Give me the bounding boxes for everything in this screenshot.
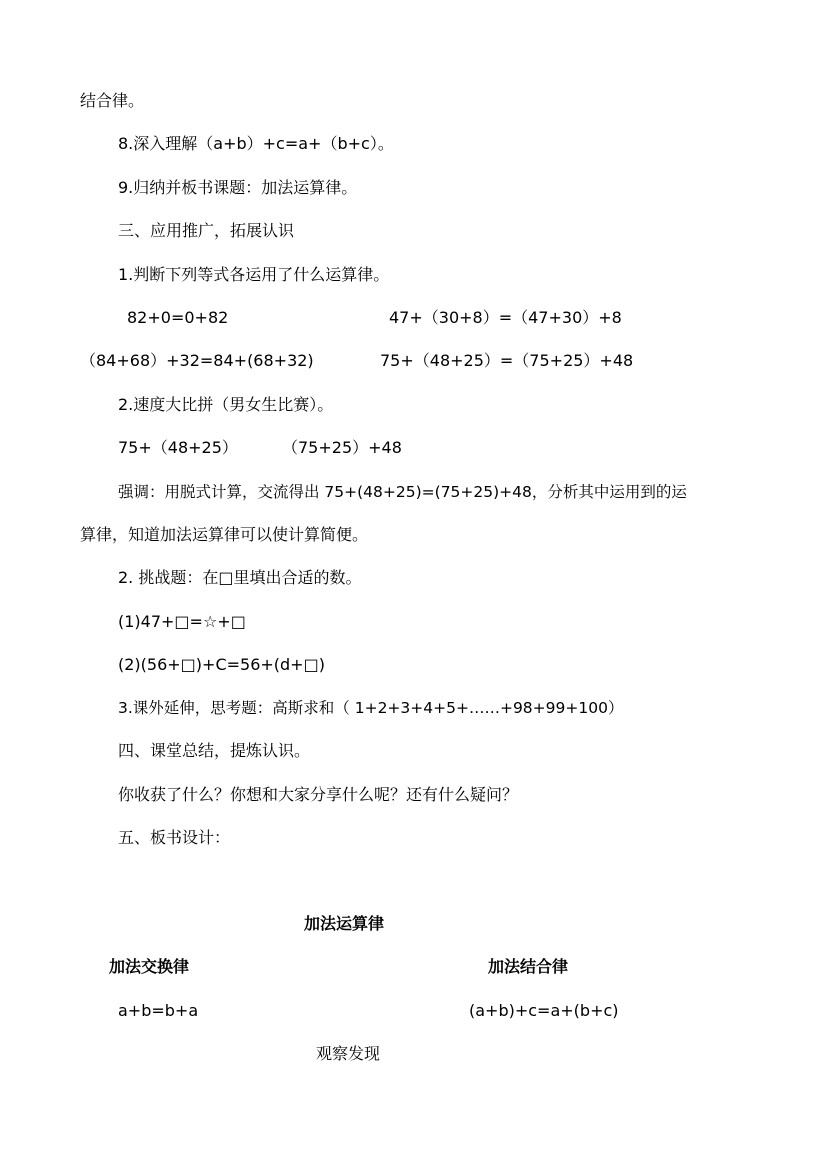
text-line: 你收获了什么？你想和大家分享什么呢？还有什么疑问？ (118, 785, 519, 804)
section-heading: 三、应用推广，拓展认识 (118, 221, 295, 240)
text-line: 结合律。 (80, 91, 145, 110)
text-line: 1.判断下列等式各运用了什么运算律。 (118, 265, 390, 284)
board-right-heading: 加法结合律 (488, 957, 569, 976)
board-left-heading: 加法交换律 (109, 957, 190, 976)
expression: （75+25）+48 (282, 438, 402, 457)
section-heading: 四、课堂总结，提炼认识。 (118, 741, 311, 760)
text-line: 9.归纳并板书课题：加法运算律。 (118, 178, 358, 197)
board-bottom-label: 观察发现 (316, 1044, 381, 1063)
expression: 75+（48+25） (118, 438, 238, 457)
text-line: 强调：用脱式计算，交流得出 75+(48+25)=(75+25)+48，分析其中运用到的运 (118, 483, 687, 501)
text-line: 2. 挑战题：在□里填出合适的数。 (118, 568, 362, 587)
text-line: 2.速度大比拼（男女生比赛）。 (118, 395, 334, 414)
text-line: 3.课外延伸，思考题：高斯求和（ 1+2+3+4+5+……+98+99+100） (118, 699, 624, 717)
text-line: 算律，知道加法运算律可以使计算简便。 (80, 525, 369, 544)
equation: 75+（48+25）=（75+25）+48 (380, 351, 634, 370)
board-right-formula: (a+b)+c=a+(b+c) (469, 1001, 619, 1020)
text-line: 8.深入理解（a+b）+c=a+（b+c）。 (118, 134, 394, 153)
section-heading: 五、板书设计： (118, 828, 231, 847)
equation: （84+68）+32=84+(68+32) (80, 351, 314, 370)
equation: (1)47+□=☆+□ (118, 612, 246, 631)
equation: 82+0=0+82 (127, 308, 229, 327)
equation: (2)(56+□)+C=56+(d+□) (118, 655, 325, 674)
board-left-formula: a+b=b+a (118, 1001, 199, 1020)
equation: 47+（30+8）=（47+30）+8 (389, 308, 622, 327)
board-title: 加法运算律 (304, 914, 385, 933)
